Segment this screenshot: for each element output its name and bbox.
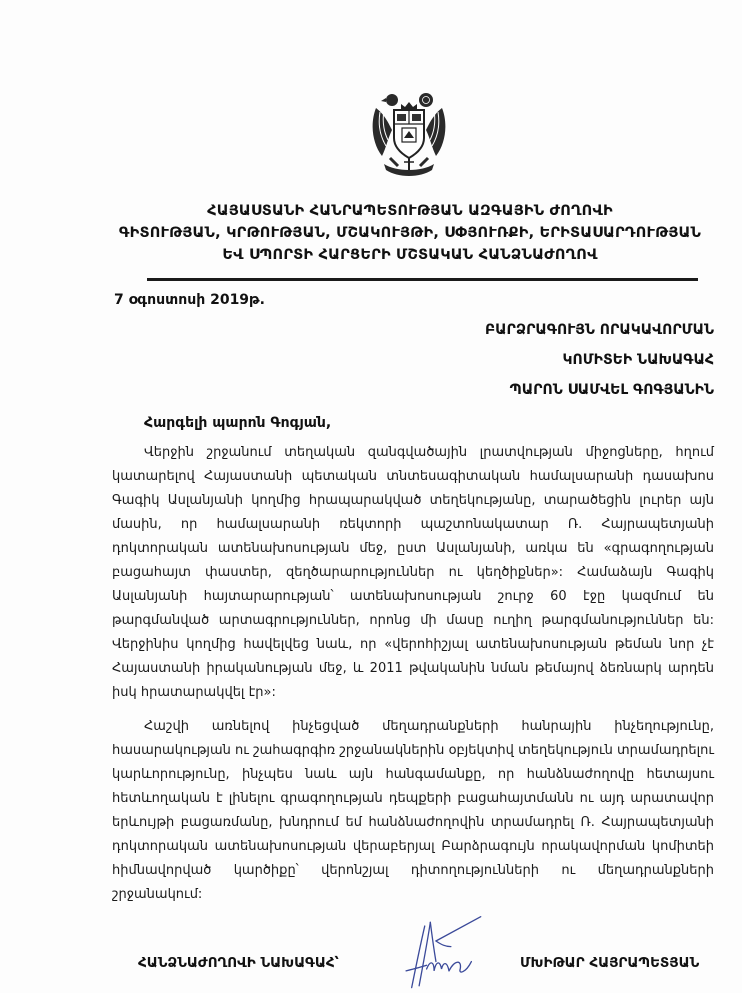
addressee-block — [0, 315, 714, 405]
addressee-line: ՊԱՐՈՆ ՍԱՄՎԵԼ ԳՈԳՅԱՆԻՆ — [509, 382, 714, 398]
header-divider — [147, 278, 698, 281]
handwritten-signature — [380, 913, 490, 997]
letter-date: 7 օգոստոսի 2019թ. — [114, 292, 265, 308]
body-paragraph-1 — [112, 441, 714, 705]
signatory-title: ՀԱՆՁՆԱԺՈՂՈՎԻ ՆԱԽԱԳԱՀ՝ — [138, 955, 339, 971]
salutation: Հարգելի պարոն Գոգյան, — [144, 415, 332, 431]
addressee-line: ԲԱՐՁՐԱԳՈՒՅՆ ՈՐԱԿԱՎՈՐՄԱՆ — [484, 322, 714, 338]
header-line: ԳԻՏՈՒԹՅԱՆ, ԿՐԹՈՒԹՅԱՆ, ՄՇԱԿՈՒՅԹԻ, ՍՓՅՈՒՌՔԻ, ԵՐԻՏԱՍԱՐԴՈՒԹՅԱՆ — [118, 225, 702, 241]
paragraph-text: Վերջին շրջանում տեղական զանգվածային լրատվության միջոցները, հղում կատարելով Հայաստանի պետական տնտեսագիտական համալսարանի դասախոս Գագիկ Ասլանյանի կողմից հրապարակված տեղեկությանը, տարածեցին լուրեր այն մասին, որ համալսարանի ռեկտորի պաշտոնակատար Ռ. Հայրապետյանի դոկտորական ատենախոսության մեջ, ըստ Ասլանյանի, առկա են «գրագողության բացահայտ փաստեր, զեղծարարություններ ու կեղծիքներ»: Համաձայն Գագիկ Ասլանյանի հայտարարության՝ ատենախոսության շուրջ 60 էջը կազմում են թարգմանված արտագրություններ, որոնց մի մասը ուղիղ թարգմանություններ են: Վերջինիս կողմից հավելվեց նաև, որ «վերոհիշյալ ատենախոսության թեման նոր չէ Հայաստանի իրականության մեջ, և 2011 թվականին նման թեմայով ձեռնարկ արդեն իսկ հրատարակվել էր»: — [112, 445, 714, 700]
coat-of-arms-icon — [368, 88, 450, 180]
committee-header — [100, 200, 720, 266]
addressee-line: ԿՈՄԻՏԵԻ ՆԱԽԱԳԱՀ — [562, 352, 714, 368]
signature-block — [0, 937, 742, 993]
paragraph-text: Հաշվի առնելով ինչեցված մեղադրանքների հանրային ինչեղությունը, հասարակության ու շահագրգիռ շրջանակներին օբյեկտիվ տեղեկություն տրամադրելու կարևորությունը, ինչպես նաև այն հանգամանքը, որ հանձնաժողովը հետայսու հետևողական է լինելու գրագողության դեպքերի բացահայտմանն ու այդ արատավոր երևույթի բացառմանը, խնդրում եմ հանձնաժողովին տրամադրել Ռ. Հայրապետյանի դոկտորական ատենախոսության վերաբերյալ Բարձրագույն որակավորման կոմիտեի հիմնավորված կարծիքը՝ վերոնշյալ դիտողությունների ու մեղադրանքների շրջանակում: — [112, 719, 714, 902]
header-line: ԵՎ ՍՊՈՐՏԻ ՀԱՐՑԵՐԻ ՄՇՏԱԿԱՆ ՀԱՆՁՆԱԺՈՂՈՎ — [222, 247, 598, 263]
signatory-name: ՄԽԻԹԱՐ ՀԱՅՐԱՊԵՏՅԱՆ — [520, 955, 700, 971]
body-paragraph-2 — [112, 715, 714, 907]
header-line: ՀԱՅԱՍՏԱՆԻ ՀԱՆՐԱՊԵՏՈՒԹՅԱՆ ԱԶԳԱՅԻՆ ԺՈՂՈՎԻ — [207, 203, 613, 219]
